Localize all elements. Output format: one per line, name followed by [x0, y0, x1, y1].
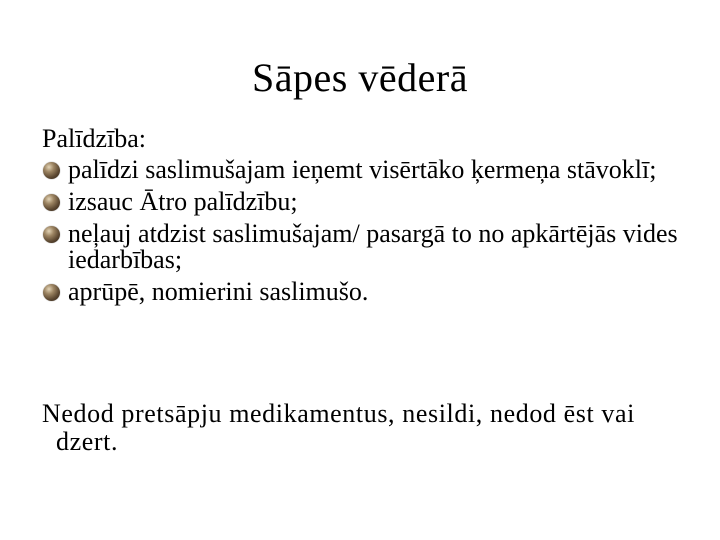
- list-item: [42, 189, 692, 215]
- help-section: [42, 124, 692, 311]
- bullet-icon: [43, 226, 60, 243]
- list-item-text: neļauj atdzist saslimušajam/ pasargā to no apkārtējās vides iedarbības;: [68, 219, 678, 274]
- list-item: [42, 221, 692, 273]
- help-heading: Palīdzība:: [42, 124, 146, 153]
- list-item-text: palīdzi saslimušajam ieņemt visērtāko ķermeņa stāvoklī;: [68, 155, 657, 184]
- bullet-icon: [43, 162, 60, 179]
- list-item-text: aprūpē, nomierini saslimušo.: [68, 277, 369, 306]
- bullet-icon: [43, 194, 60, 211]
- list-item-text: izsauc Ātro palīdzību;: [68, 187, 298, 216]
- help-list: [42, 157, 692, 305]
- warning-text: Nedod pretsāpju medikamentus, nesildi, nedod ēst vai dzert.: [42, 399, 635, 456]
- bullet-icon: [43, 284, 60, 301]
- slide-title: Sāpes vēderā: [252, 55, 468, 100]
- list-item: [42, 279, 692, 305]
- list-item: [42, 157, 692, 183]
